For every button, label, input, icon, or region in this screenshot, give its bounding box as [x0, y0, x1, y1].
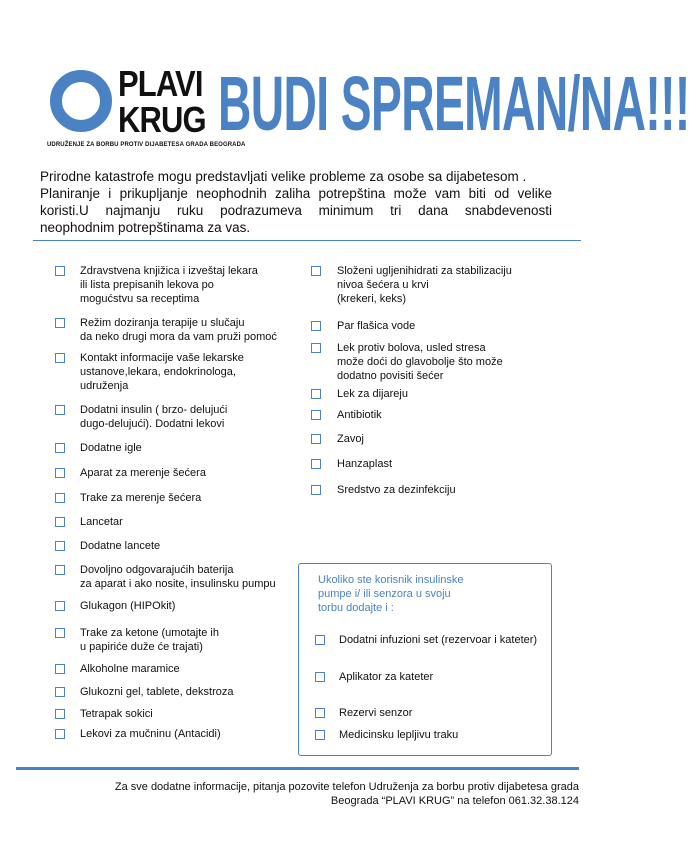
insulin-title-line: Ukoliko ste korisnik insulinske [318, 574, 464, 586]
checkbox[interactable] [55, 266, 65, 276]
checkbox[interactable] [55, 318, 65, 328]
checklist-item-label [337, 341, 503, 383]
bottom-divider [16, 767, 579, 770]
checklist-item-line: Dodatni insulin ( brzo- delujući [80, 404, 228, 416]
intro-paragraph [40, 168, 552, 236]
checklist-item-label [80, 707, 153, 721]
checklist-item-line: Zdravstvena knjižica i izveštaj lekara [80, 265, 258, 277]
checklist-item-line: Lek protiv bolova, usled stresa [337, 342, 486, 354]
insulin-box-title [318, 573, 464, 615]
checkbox[interactable] [55, 353, 65, 363]
checkbox[interactable] [55, 709, 65, 719]
checkbox[interactable] [55, 517, 65, 527]
checklist-item-line: Aplikator za kateter [339, 671, 434, 683]
checklist-item-line: ili lista prepisanih lekova po [80, 279, 214, 291]
checklist-item-line: Lek za dijareju [337, 388, 408, 400]
checklist-item-label [80, 599, 175, 613]
intro-line: Prirodne katastrofe mogu predstavljati velike probleme za osobe sa dijabetesom . [40, 169, 527, 184]
checklist-item-line: Kontakt informacije vaše lekarske [80, 352, 244, 364]
checklist-item-line: Režim doziranja terapije u slučaju [80, 317, 245, 329]
checkbox[interactable] [55, 405, 65, 415]
checkbox[interactable] [55, 565, 65, 575]
checklist-item-line: Tetrapak sokici [80, 708, 153, 720]
checklist-item-label [337, 408, 382, 422]
checklist-item-line: Hanzaplast [337, 458, 393, 470]
checklist-item-line: Aparat za merenje šećera [80, 467, 206, 479]
intro-line: neophodnim potrepštinama za vas. [40, 220, 251, 235]
checklist-item-line: Glukagon (HIPOkit) [80, 600, 176, 612]
checkbox[interactable] [311, 343, 321, 353]
checkbox[interactable] [311, 410, 321, 420]
checklist-item-label [80, 515, 123, 529]
checklist-item-line: Dovoljno odgovarajućih baterija [80, 564, 234, 576]
logo-circle [50, 70, 112, 132]
checklist-item-line: Rezervi senzor [339, 707, 413, 719]
logo-tagline: UDRUŽENJE ZA BORBU PROTIV DIJABETESA GRADA BEOGRADA [47, 142, 246, 148]
checklist-item-label [337, 457, 392, 471]
checklist-item-line: za aparat i ako nosite, insulinsku pumpu [80, 578, 276, 590]
headline: BUDI SPREMAN/NA!!! [218, 61, 690, 147]
checkbox[interactable] [311, 485, 321, 495]
checklist-item-label [80, 316, 277, 344]
checklist-item-line: Antibiotik [337, 409, 382, 421]
checklist-item-line: Dodatni infuzioni set (rezervoar i kateter) [339, 634, 538, 646]
checklist-item-line: Lekovi za mučninu (Antacidi) [80, 728, 221, 740]
checklist-item-line: Složeni ugljenihidrati za stabilizaciju [337, 265, 512, 277]
footer-line: Beograda “PLAVI KRUG” na telefon 061.32.38.124 [330, 795, 579, 807]
checklist-item-line: dodatno povisiti šećer [337, 370, 444, 382]
checklist-item-line: Alkoholne maramice [80, 663, 180, 675]
checkbox[interactable] [55, 628, 65, 638]
checklist-item-line: Trake za ketone (umotajte ih [80, 627, 219, 639]
checklist-item-label [337, 387, 408, 401]
footer-contact [40, 780, 579, 808]
checklist-item-line: Trake za merenje šećera [80, 492, 202, 504]
checklist-item-line: Lancetar [80, 516, 123, 528]
checklist-item-label [80, 466, 206, 480]
checklist-item-line: (krekeri, keks) [337, 293, 407, 305]
checkbox[interactable] [55, 729, 65, 739]
checklist-item-label [80, 441, 142, 455]
top-divider [33, 240, 581, 241]
checkbox[interactable] [311, 321, 321, 331]
intro-line: koristi.U najmanju ruku podrazumeva minimum tri dana snabdevenosti [40, 203, 552, 218]
checkbox[interactable] [311, 459, 321, 469]
checklist-item-line: nivoa šećera u krvi [337, 279, 429, 291]
checklist-item-line: da neko drugi mora da vam pruži pomoć [80, 331, 277, 343]
checklist-item-line: Sredstvo za dezinfekciju [337, 484, 456, 496]
logo-word-krug: KRUG [118, 99, 206, 140]
checklist-item-label [80, 685, 233, 699]
checklist-item-line: u papiriće duže će trajati) [80, 641, 203, 653]
checklist-item-line: Medicinsku lepljivu traku [339, 729, 459, 741]
checklist-item-label [80, 491, 201, 505]
checklist-item-line: Zavoj [337, 433, 364, 445]
checklist-item-label [80, 626, 219, 654]
checkbox[interactable] [55, 493, 65, 503]
checkbox[interactable] [55, 468, 65, 478]
checkbox[interactable] [55, 443, 65, 453]
checkbox[interactable] [311, 266, 321, 276]
checklist-item-line: Glukozni gel, tablete, dekstroza [80, 686, 234, 698]
checklist-item-label [80, 403, 227, 431]
insulin-title-line: pumpe i/ ili senzora u svoju [318, 588, 451, 600]
checklist-item-label [80, 662, 180, 676]
checklist-item-line: ustanove,lekara, endokrinologa, [80, 366, 236, 378]
checklist-item-label [80, 539, 160, 553]
checkbox[interactable] [55, 541, 65, 551]
checklist-item-line: udruženja [80, 380, 129, 392]
checklist-item-label [337, 264, 512, 306]
checklist-item-line: dugo-delujući). Dodatni lekovi [80, 418, 225, 430]
insulin-title-line: torbu dodajte i : [318, 602, 394, 614]
checkbox[interactable] [55, 601, 65, 611]
checkbox[interactable] [311, 389, 321, 399]
checklist-item-label [80, 351, 244, 393]
checklist-item-label [80, 563, 276, 591]
checklist-item-label [80, 264, 258, 306]
checklist-item-label [337, 432, 364, 446]
intro-line: Planiranje i prikupljanje neophodnih zaliha potrepština može vam biti od velike [40, 186, 552, 201]
checklist-item-label [337, 319, 415, 333]
checklist-item-label [80, 727, 221, 741]
checklist-item-line: Dodatne igle [80, 442, 142, 454]
checklist-item-label [337, 483, 456, 497]
checkbox[interactable] [55, 687, 65, 697]
logo-word-plavi: PLAVI [118, 63, 203, 104]
checklist-item-line: Par flašica vode [337, 320, 416, 332]
checkbox[interactable] [55, 664, 65, 674]
checklist-item-line: mogućstvu sa receptima [80, 293, 200, 305]
checklist-item-line: može doći do glavobolje što može [337, 356, 503, 368]
footer-line: Za sve dodatne informacije, pitanja pozovite telefon Udruženja za borbu protiv dijabetesa grada [114, 781, 579, 793]
checklist-item-line: Dodatne lancete [80, 540, 161, 552]
checkbox[interactable] [311, 434, 321, 444]
